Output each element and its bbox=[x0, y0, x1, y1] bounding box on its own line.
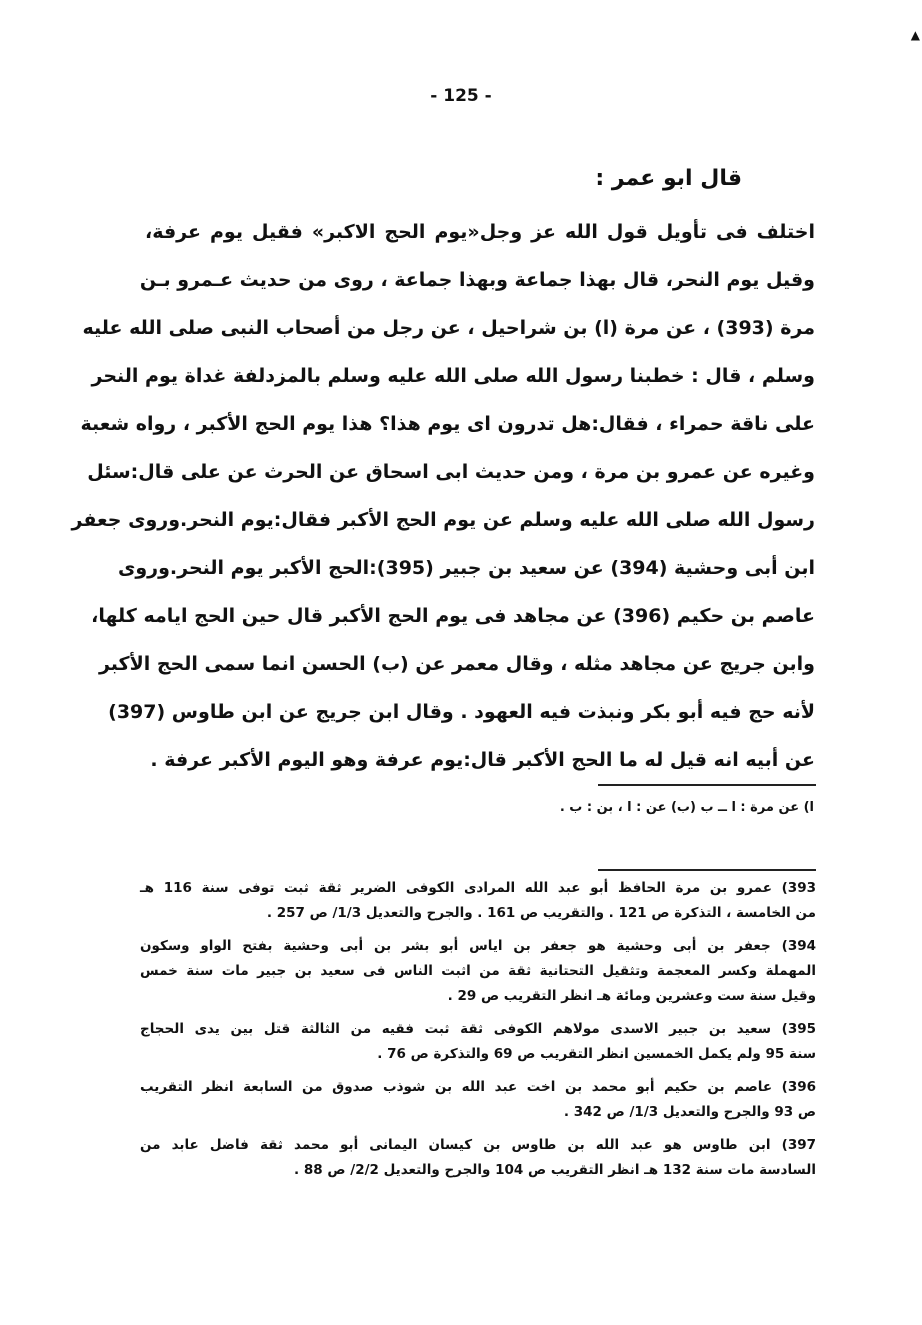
footnote-394 bbox=[140, 934, 816, 1009]
corner-mark: ▲ bbox=[910, 28, 920, 42]
footnote-line: سنة 95 ولم يكمل الخمسين انظر التقريب ص 69 والتذكرة ص 76 . bbox=[377, 1046, 816, 1062]
footnote-line: وقيل سنة ست وعشرين ومائة هـ انظر التقريب ص 29 . bbox=[447, 988, 816, 1004]
footnote-line: 396) عاصم بن حكيم أبو محمد بن اخت عبد الله بن شوذب صدوق من السابعة انظر التقريب bbox=[140, 1079, 816, 1095]
footnote-line: 394) جعفر بن أبى وحشية هو جعفر بن اياس أبو بشر بن أبى وحشية بفتح الواو وسكون bbox=[140, 938, 816, 954]
text-line: مرة (393) ، عن مرة (ا) بن شراحيل ، عن رجل من أصحاب النبى صلى الله عليه bbox=[82, 317, 815, 339]
footnote-line: 397) ابن طاوس هو عبد الله بن طاوس بن كيسان اليمانى أبو محمد ثقة فاضل عابد من bbox=[140, 1137, 816, 1153]
footnote-395 bbox=[140, 1017, 816, 1067]
section-heading: قال ابو عمر : bbox=[595, 166, 742, 191]
text-line: وقيل يوم النحر، قال بهذا جماعة وبهذا جماعة ، روى من حديث عـمرو بـن bbox=[139, 269, 815, 291]
text-line: على ناقة حمراء ، فقال:هل تدرون اى يوم هذا؟ هذا يوم الحج الأكبر ، رواه شعبة bbox=[80, 413, 815, 435]
text-line: لأنه حج فيه أبو بكر ونبذت فيه العهود . وقال ابن جريج عن ابن طاوس (397) bbox=[108, 701, 815, 723]
text-line: رسول الله صلى الله عليه وسلم عن يوم الحج الأكبر فقال:يوم النحر.وروى جعفر bbox=[71, 509, 815, 531]
text-line: وسلم ، قال : خطبنا رسول الله صلى الله عليه وسلم بالمزدلفة غداة يوم النحر bbox=[91, 365, 815, 387]
footnotes bbox=[140, 876, 816, 1191]
footnote-divider bbox=[598, 784, 816, 786]
footnote-393 bbox=[140, 876, 816, 926]
main-text bbox=[71, 212, 815, 788]
page-number: - 125 - bbox=[430, 86, 492, 106]
footnote-line: السادسة مات سنة 132 هـ انظر التقريب ص 104 والجرح والتعديل 2/2/ ص 88 . bbox=[294, 1162, 816, 1178]
text-line: ابن أبى وحشية (394) عن سعيد بن جبير (395):الحج الأكبر يوم النحر.وروى bbox=[117, 557, 815, 579]
text-line: عاصم بن حكيم (396) عن مجاهد فى يوم الحج الأكبر قال حين الحج ايامه كلها، bbox=[91, 605, 815, 627]
footnote-divider bbox=[598, 869, 816, 871]
text-line: عن أبيه انه قيل له ما الحج الأكبر قال:يوم عرفة وهو اليوم الأكبر عرفة . bbox=[150, 749, 815, 771]
footnote-line: المهملة وكسر المعجمة وتثقيل التحتانية ثقة من اثبت الناس فى سعيد بن جبير مات سنة خمس bbox=[140, 963, 816, 979]
footnote-396 bbox=[140, 1075, 816, 1125]
footnote-line: 393) عمرو بن مرة الحافظ أبو عبد الله المرادى الكوفى الضرير ثقة ثبت توفى سنة 116 هـ bbox=[140, 880, 816, 896]
variant-note: ا) عن مرة : ا ــ ب (ب) عن : ا ، بن : ب . bbox=[559, 800, 814, 815]
footnote-line: ص 93 والجرح والتعديل 1/3/ ص 342 . bbox=[563, 1104, 816, 1120]
text-line: وابن جريج عن مجاهد مثله ، وقال معمر عن (ب) الحسن انما سمى الحج الأكبر bbox=[98, 653, 815, 675]
footnote-line: 395) سعيد بن جبير الاسدى مولاهم الكوفى ثقة ثبت فقيه من الثالثة قتل بين يدى الحجاج bbox=[140, 1021, 816, 1037]
footnote-line: من الخامسة ، التذكرة ص 121 . والتقريب ص 161 . والجرح والتعديل 1/3/ ص 257 . bbox=[266, 905, 816, 921]
text-line: اختلف فى تأويل قول الله عز وجل«يوم الحج الاكبر» فقيل يوم عرفة، bbox=[145, 221, 815, 243]
footnote-397 bbox=[140, 1133, 816, 1183]
text-line: وغيره عن عمرو بن مرة ، ومن حديث ابى اسحاق عن الحرث عن على قال:سئل bbox=[87, 461, 815, 483]
